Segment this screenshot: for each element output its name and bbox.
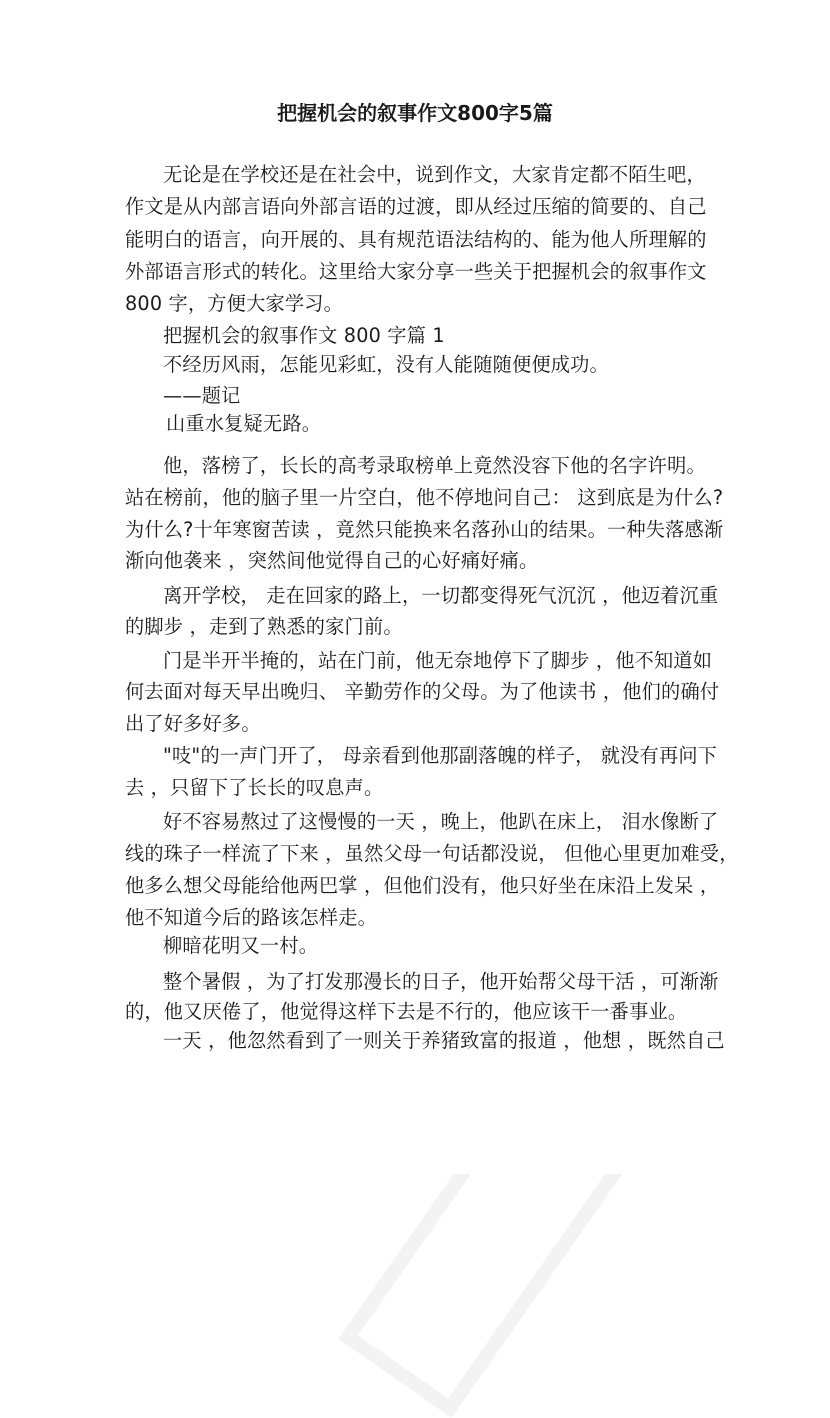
subheading: 山重水复疑无路。 xyxy=(166,412,322,435)
paragraph-line: 的脚步 ，走到了熟悉的家门前。 xyxy=(125,615,403,638)
document-title: 把握机会的叙事作文800字5篇 xyxy=(277,101,553,125)
paragraph-line: 外部语言形式的转化。这里给大家分享一些关于把握机会的叙事作文 xyxy=(125,260,707,283)
epigraph-attribution: ——题记 xyxy=(163,384,241,407)
paragraph-line: 为什么?十年寒窗苦读 ，竟然只能换来名落孙山的结果。一种失落感渐 xyxy=(125,518,724,541)
paragraph-line: 出了好多好多。 xyxy=(125,712,261,735)
paragraph-line: 整个暑假 ，为了打发那漫长的日子，他开始帮父母干活 ，可渐渐 xyxy=(163,970,719,993)
paragraph-line: 作文是从内部言语向外部言语的过渡，即从经过压缩的简要的、自己 xyxy=(125,195,707,218)
paragraph-line: 的，他又厌倦了，他觉得这样下去是不行的，他应该干一番事业。 xyxy=(125,1000,688,1023)
subheading: 柳暗花明又一村。 xyxy=(163,934,319,957)
watermark xyxy=(338,1070,639,1418)
paragraph-line: 渐向他袭来 ，突然间他觉得自己的心好痛好痛。 xyxy=(125,549,539,572)
paragraph-line: 无论是在学校还是在社会中，说到作文，大家肯定都不陌生吧， xyxy=(163,163,706,186)
paragraph-line: 他，落榜了，长长的高考录取榜单上竟然没容下他的名字许明。 xyxy=(163,454,706,477)
paragraph-line: 一天 ，他忽然看到了一则关于养猪致富的报道 ，他想 ，既然自己 xyxy=(163,1029,725,1052)
paragraph-line: 好不容易熬过了这慢慢的一天 ，晚上，他趴在床上， 泪水像断了 xyxy=(163,810,719,833)
paragraph-line: 何去面对每天早出晚归、 辛勤劳作的父母。为了他读书 ，他们的确付 xyxy=(125,680,720,703)
paragraph-line: 他多么想父母能给他两巴掌 ，但他们没有，他只好坐在床沿上发呆 ， xyxy=(125,874,720,897)
epigraph: 不经历风雨，怎能见彩虹，没有人能随随便便成功。 xyxy=(163,353,609,376)
paragraph-line: 去 ，只留下了长长的叹息声。 xyxy=(125,776,384,799)
paragraph-line: "吱"的一声门开了， 母亲看到他那副落魄的样子， 就没有再问下 xyxy=(163,744,718,767)
section-heading: 把握机会的叙事作文 800 字篇 1 xyxy=(163,324,445,347)
paragraph-line: 站在榜前，他的脑子里一片空白，他不停地问自己： 这到底是为什么? xyxy=(125,486,724,509)
paragraph-line: 门是半开半掩的，站在门前，他无奈地停下了脚步 ，他不知道如 xyxy=(163,649,713,672)
paragraph-line: 离开学校， 走在回家的路上，一切都变得死气沉沉 ，他迈着沉重 xyxy=(163,584,719,607)
paragraph-line: 线的珠子一样流了下来 ，虽然父母一句话都没说， 但他心里更加难受， xyxy=(125,842,739,865)
paragraph-line: 能明白的语言，向开展的、具有规范语法结构的、能为他人所理解的 xyxy=(125,228,707,251)
paragraph-line: 他不知道今后的路该怎样走。 xyxy=(125,906,378,929)
paragraph-line: 800 字，方便大家学习。 xyxy=(125,292,344,315)
